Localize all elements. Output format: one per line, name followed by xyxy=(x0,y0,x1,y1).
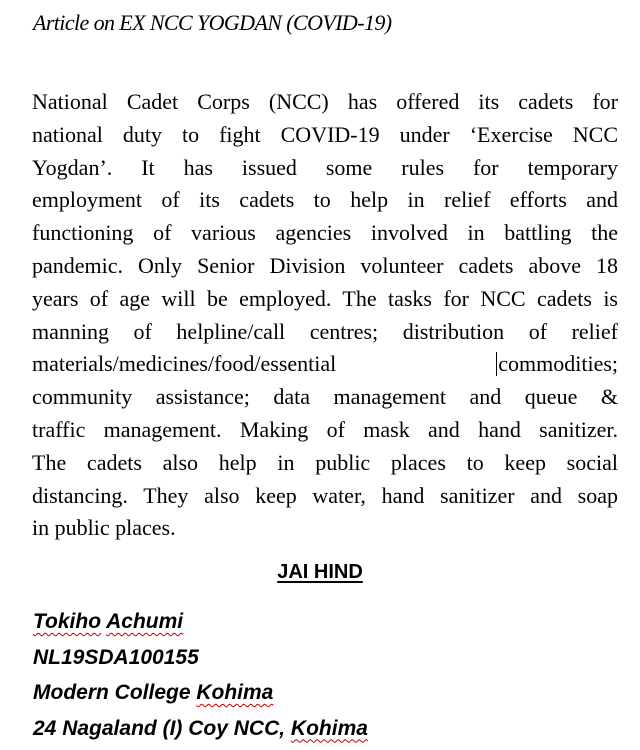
spelling-flag: Kohima xyxy=(290,716,368,740)
body-line-part: materials/medicines/food/essential xyxy=(32,351,337,377)
body-line: employment of its cadets to help in relief efforts and xyxy=(32,187,618,213)
spelling-flag: Achumi xyxy=(106,610,184,633)
spelling-flag: Kohima xyxy=(196,681,274,704)
closing-line xyxy=(0,561,640,584)
body-line: traffic management. Making of mask and hand sanitizer. xyxy=(32,416,618,442)
body-line: years of age will be employed. The tasks for NCC cadets is xyxy=(32,285,618,311)
signature-block xyxy=(33,604,368,746)
body-line: national duty to fight COVID-19 under ‘Exercise NCC xyxy=(32,121,618,147)
body-line-with-cursor[interactable] xyxy=(32,348,618,381)
closing-text: JAI HIND xyxy=(277,561,363,583)
body-line: manning of helpline/call centres; distribution of relief xyxy=(32,318,618,344)
spelling-flag: Tokiho xyxy=(33,610,102,633)
signature-unit: 24 Nagaland (I) Coy NCC, Kohima xyxy=(33,716,368,740)
body-line-part: commodities; xyxy=(498,351,619,377)
signature-id: NL19SDA100155 xyxy=(33,645,199,669)
body-line: distancing. They also keep water, hand sanitizer and soap xyxy=(32,482,618,508)
body-line: The cadets also help in public places to keep social xyxy=(32,449,618,475)
article-title: Article on EX NCC YOGDAN (COVID-19) xyxy=(33,10,392,35)
signature-name xyxy=(33,604,368,640)
body-line: pandemic. Only Senior Division volunteer cadets above 18 xyxy=(32,252,618,278)
body-line: in public places. xyxy=(32,515,176,541)
signature-college: Modern College Kohima xyxy=(33,681,274,704)
article-body xyxy=(32,86,618,545)
body-line: Yogdan’. It has issued some rules for temporary xyxy=(32,154,618,180)
body-line: community assistance; data management and queue & xyxy=(32,384,618,410)
body-line: functioning of various agencies involved in battling the xyxy=(32,220,618,246)
body-line: National Cadet Corps (NCC) has offered its cadets for xyxy=(32,89,618,114)
